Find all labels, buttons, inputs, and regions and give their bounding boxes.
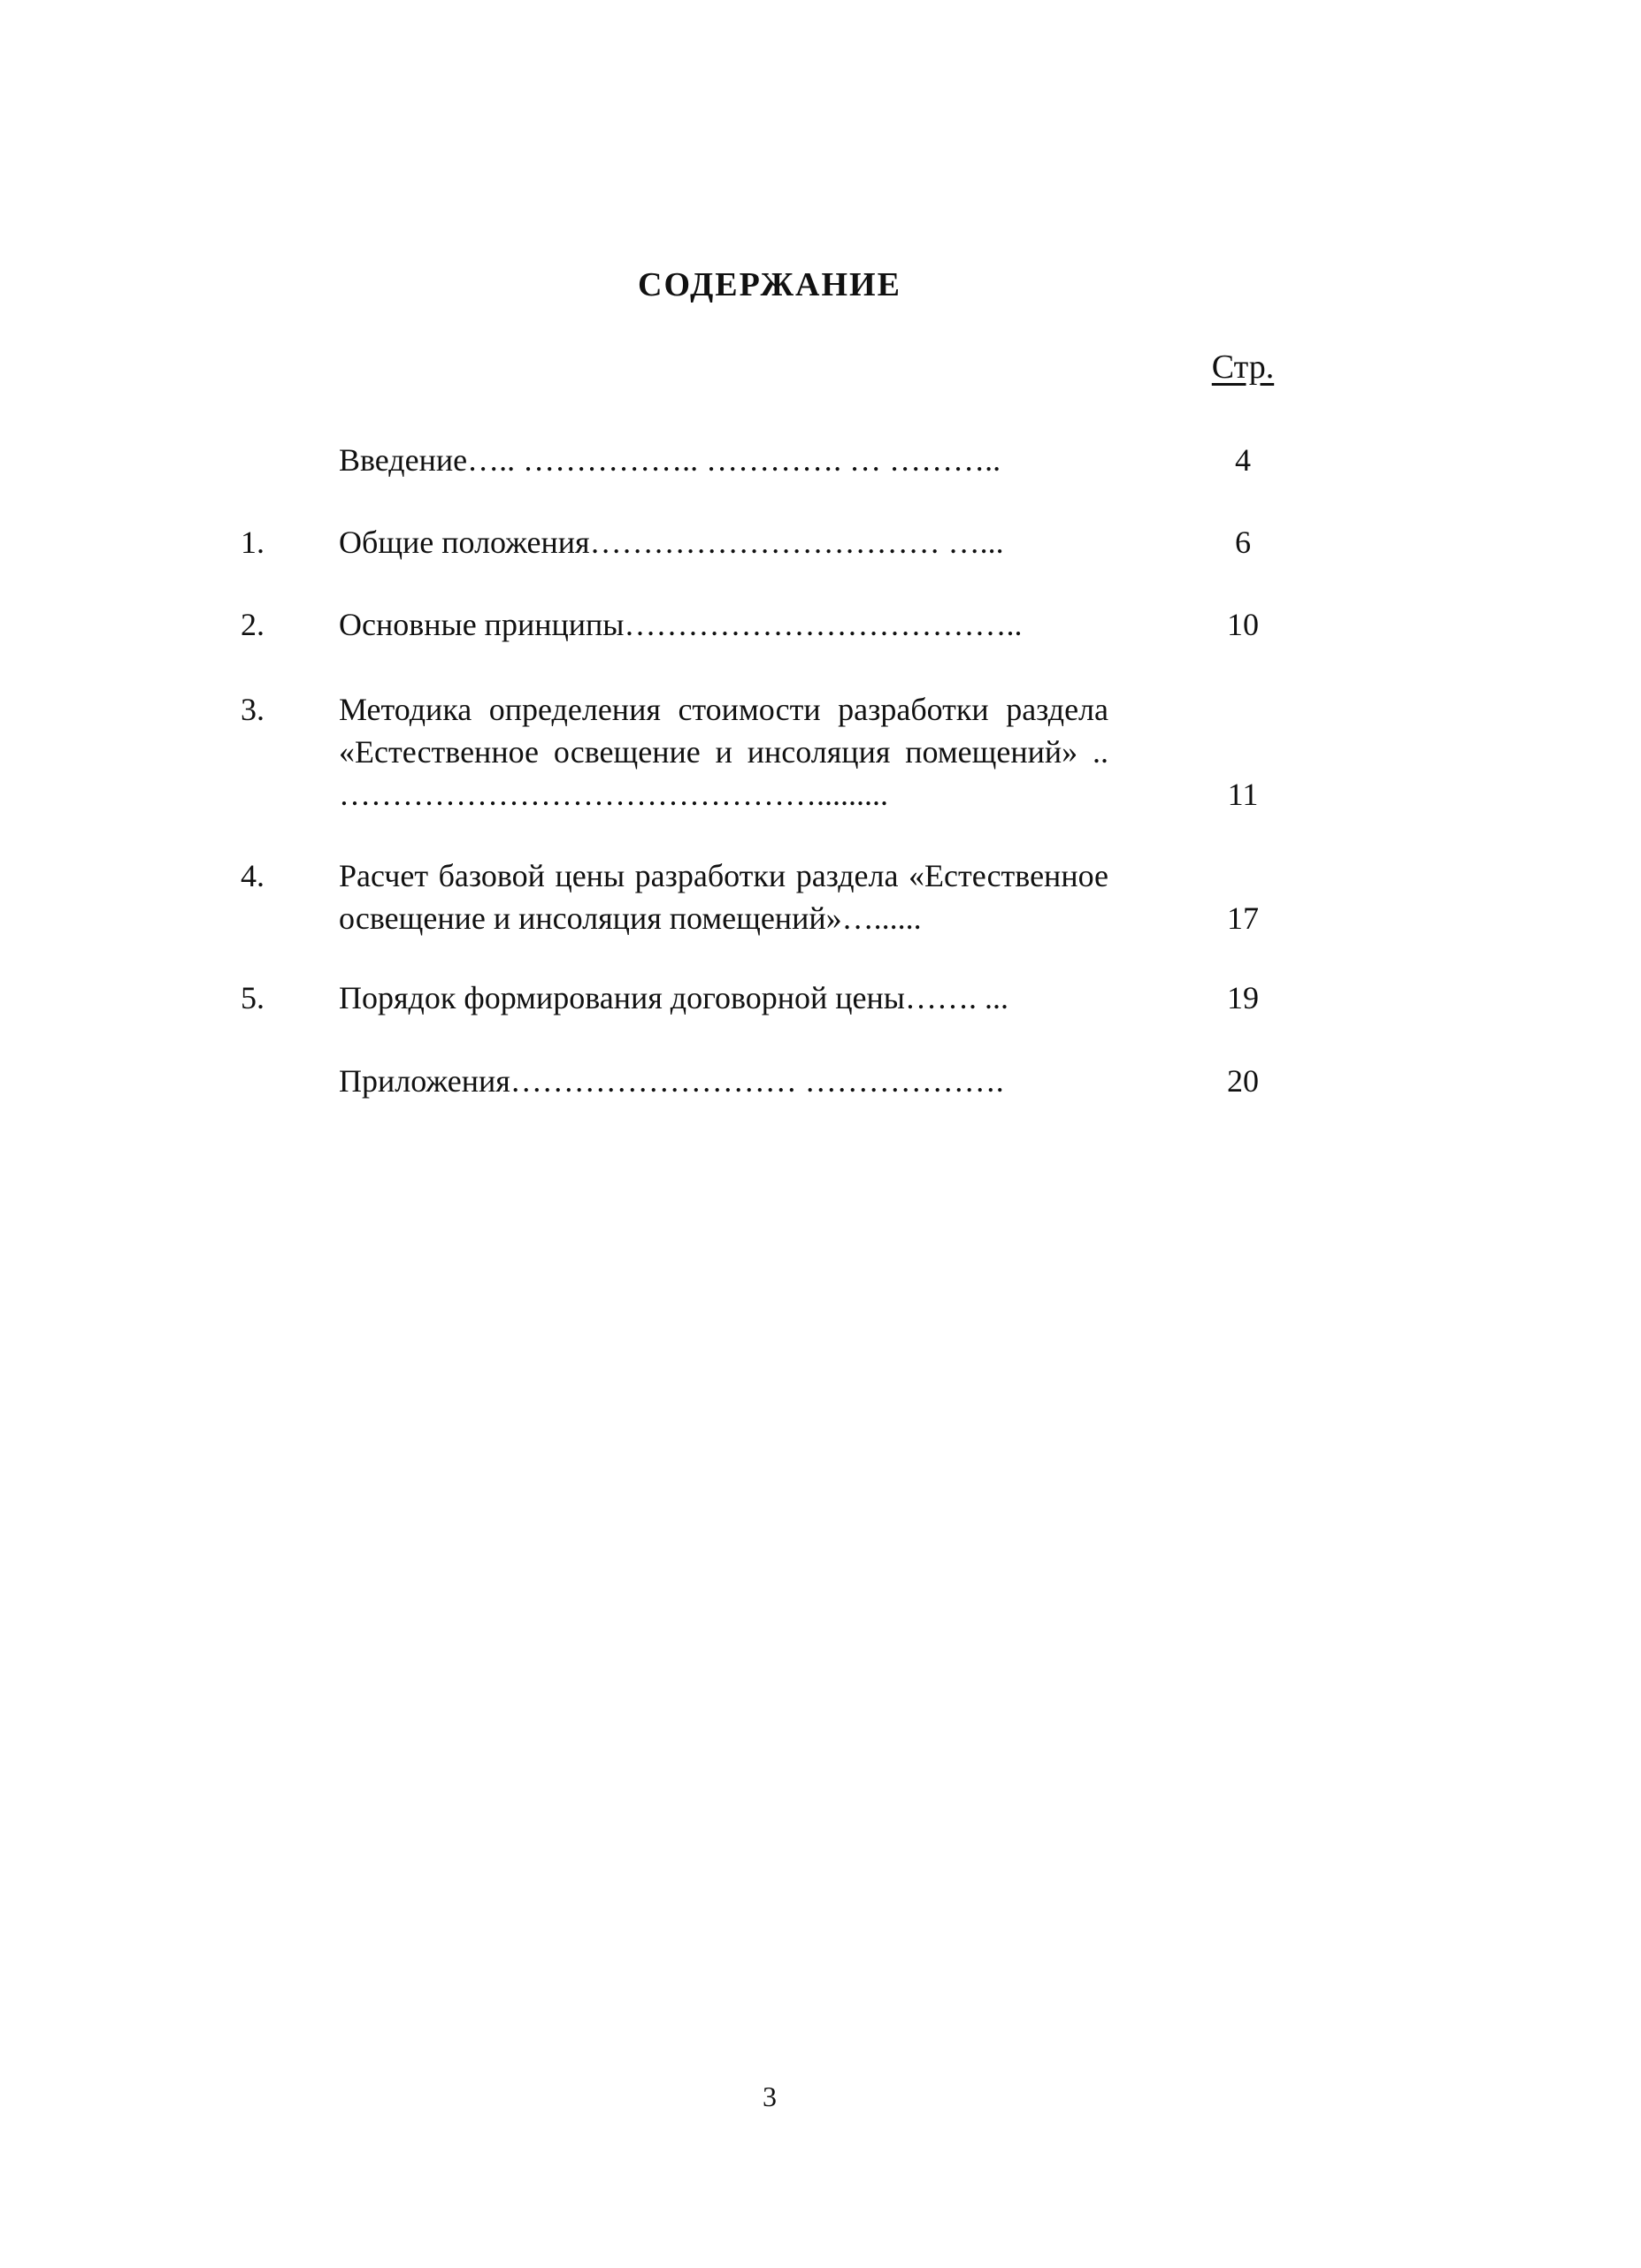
toc-entry-page: 6 xyxy=(1235,525,1251,560)
page-title: СОДЕРЖАНИЕ xyxy=(638,266,901,303)
toc-entry-number: 3. xyxy=(241,692,265,727)
toc-entry-number: 4. xyxy=(241,858,265,893)
toc-entry-number: 5. xyxy=(241,980,265,1015)
toc-entry-title: Основные принципы……………………………….. xyxy=(339,607,1023,642)
toc-entry-title: Приложения……………………… ………………. xyxy=(339,1063,1004,1099)
page-column-label: Стр. xyxy=(1211,349,1275,386)
toc-entry-title: Введение….. …………….. …………. … ……….. xyxy=(339,442,1001,478)
toc-entry-page: 19 xyxy=(1227,980,1259,1015)
toc-entry-page: 11 xyxy=(1227,777,1259,812)
toc-entry-title: Общие положения…………………………… …... xyxy=(339,525,1004,560)
toc-entry-number: 1. xyxy=(241,525,265,560)
toc-entry-title: Методика определения стоимости разработки раздела «Естественное освещение и инсоляция помещений» .. ………………………………………......... xyxy=(339,692,1116,812)
toc-entry-number: 2. xyxy=(241,607,265,642)
toc-entry-title: Порядок формирования договорной цены……. ... xyxy=(339,980,1008,1015)
toc-entry-page: 17 xyxy=(1227,900,1259,936)
toc-entry-page: 4 xyxy=(1235,442,1251,478)
footer-page-number: 3 xyxy=(763,2080,777,2112)
toc-entry-title: Расчет базовой цены разработки раздела «Естественное освещение и инсоляция помещений»…...... xyxy=(339,858,1116,936)
toc-entry-page: 10 xyxy=(1227,607,1259,642)
toc-entry-page: 20 xyxy=(1227,1063,1259,1099)
